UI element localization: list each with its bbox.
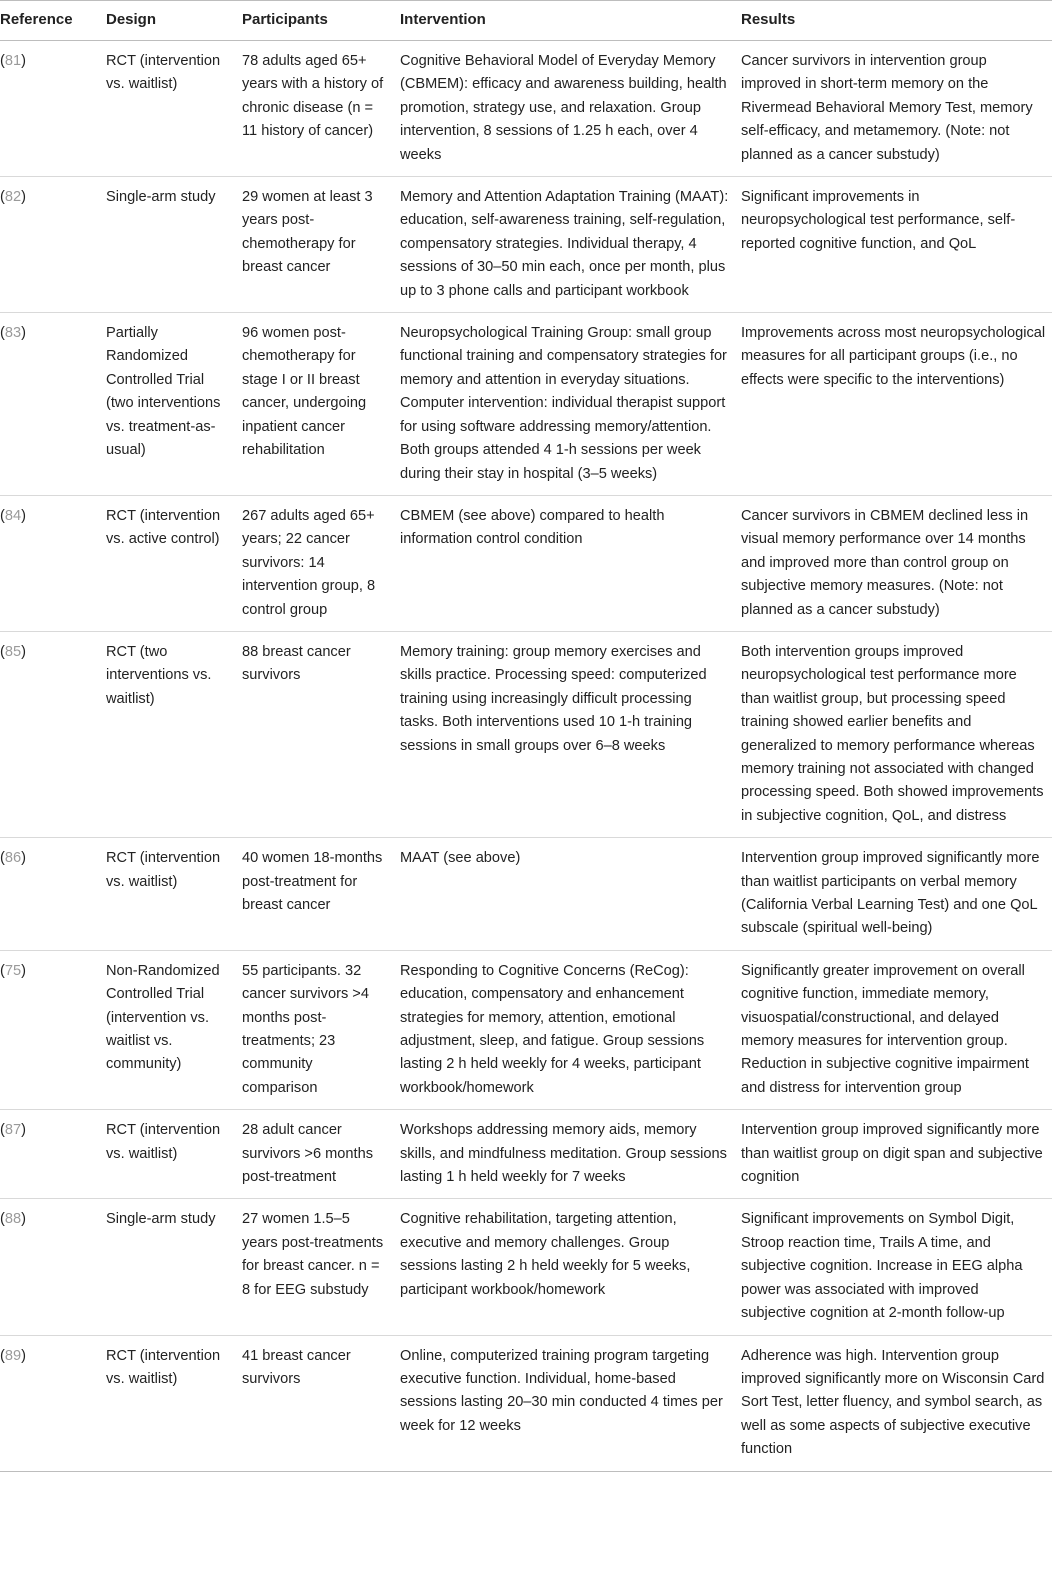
cell-participants: 40 women 18-months post-treatment for breast cancer (236, 838, 394, 951)
cell-intervention: Responding to Cognitive Concerns (ReCog): education, compensatory and enhancement strategies for memory, attention, emotional adjustment, sleep, and fatigue. Group sessions lasting 2 h held weekly for 4 weeks, participant workbook/homework (394, 950, 735, 1109)
cell-reference: (87) (0, 1110, 100, 1199)
table-row (0, 177, 1052, 313)
cell-participants: 29 women at least 3 years post-chemotherapy for breast cancer (236, 177, 394, 313)
cell-reference: (75) (0, 950, 100, 1109)
table-row (0, 1199, 1052, 1335)
header-intervention: Intervention (394, 1, 735, 41)
cell-design: Non-Randomized Controlled Trial (intervention vs. waitlist vs. community) (100, 950, 236, 1109)
reference-link[interactable]: 82 (4, 189, 22, 206)
cell-reference: (82) (0, 177, 100, 313)
reference-link[interactable]: 85 (4, 643, 22, 660)
cell-results: Significant improvements on Symbol Digit, Stroop reaction time, Trails A time, and subjective cognition. Increase in EEG alpha power was associated with improved subjective cognition at 2-month follow-up (735, 1199, 1052, 1335)
cell-participants: 267 adults aged 65+ years; 22 cancer survivors: 14 intervention group, 8 control group (236, 495, 394, 631)
cell-design: RCT (intervention vs. waitlist) (100, 41, 236, 177)
table-row (0, 313, 1052, 496)
cell-intervention: Workshops addressing memory aids, memory skills, and mindfulness meditation. Group sessions lasting 1 h held weekly for 7 weeks (394, 1110, 735, 1199)
reference-link[interactable]: 86 (4, 850, 22, 867)
table-body (0, 41, 1052, 1472)
cell-reference: (83) (0, 313, 100, 496)
cell-results: Cancer survivors in intervention group improved in short-term memory on the Rivermead Behavioral Memory Test, memory self-efficacy, and metamemory. (Note: not planned as a cancer substudy) (735, 41, 1052, 177)
cell-results: Significantly greater improvement on overall cognitive function, immediate memory, visuospatial/constructional, and delayed memory measures for intervention group. Reduction in subjective cognitive impairment and distress for intervention group (735, 950, 1052, 1109)
cell-design: RCT (intervention vs. waitlist) (100, 1110, 236, 1199)
cell-reference: (86) (0, 838, 100, 951)
cell-intervention: Online, computerized training program targeting executive function. Individual, home-based sessions lasting 20–30 min conducted 4 times per week for 12 weeks (394, 1335, 735, 1471)
cell-results: Both intervention groups improved neuropsychological test performance more than waitlist group, but processing speed training showed earlier benefits and generalized to memory performance whereas memory training not associated with changed processing speed. Both showed improvements in subjective cognition, QoL, and distress (735, 631, 1052, 837)
table-row (0, 950, 1052, 1109)
reference-link[interactable]: 81 (4, 53, 22, 69)
cell-reference: (81) (0, 41, 100, 177)
table-row (0, 41, 1052, 177)
cell-design: RCT (intervention vs. active control) (100, 495, 236, 631)
cell-participants: 55 participants. 32 cancer survivors >4 months post-treatments; 23 community comparison (236, 950, 394, 1109)
cell-design: Partially Randomized Controlled Trial (two interventions vs. treatment-as-usual) (100, 313, 236, 496)
table-row (0, 631, 1052, 837)
cell-intervention: Cognitive Behavioral Model of Everyday Memory (CBMEM): efficacy and awareness building, health promotion, strategy use, and relaxation. Group intervention, 8 sessions of 1.25 h each, over 4 weeks (394, 41, 735, 177)
cell-intervention: Neuropsychological Training Group: small group functional training and compensatory strategies for memory and attention in everyday situations. Computer intervention: individual therapist support for using software addressing memory/attention. Both groups attended 4 1-h sessions per week during their stay in hospital (3–5 weeks) (394, 313, 735, 496)
cell-reference: (84) (0, 495, 100, 631)
reference-link[interactable]: 87 (4, 1122, 22, 1139)
cell-participants: 41 breast cancer survivors (236, 1335, 394, 1471)
header-results: Results (735, 1, 1052, 41)
cell-design: Single-arm study (100, 1199, 236, 1335)
reference-link[interactable]: 84 (4, 507, 22, 524)
cell-results: Cancer survivors in CBMEM declined less in visual memory performance over 14 months and improved more than control group on subjective memory measures. (Note: not planned as a cancer substudy) (735, 495, 1052, 631)
header-reference: Reference (0, 1, 100, 41)
table-row (0, 838, 1052, 951)
reference-link[interactable]: 88 (4, 1211, 22, 1228)
cell-participants: 28 adult cancer survivors >6 months post-treatment (236, 1110, 394, 1199)
cell-participants: 96 women post-chemotherapy for stage I or II breast cancer, undergoing inpatient cancer rehabilitation (236, 313, 394, 496)
table-row (0, 1110, 1052, 1199)
reference-link[interactable]: 89 (4, 1347, 22, 1364)
cell-participants: 27 women 1.5–5 years post-treatments for breast cancer. n = 8 for EEG substudy (236, 1199, 394, 1335)
header-design: Design (100, 1, 236, 41)
reference-link[interactable]: 75 (4, 962, 22, 979)
cell-intervention: Memory and Attention Adaptation Training (MAAT): education, self-awareness training, self-regulation, compensatory strategies. Individual therapy, 4 sessions of 30–50 min each, once per month, plus up to 3 phone calls and participant workbook (394, 177, 735, 313)
cell-intervention: CBMEM (see above) compared to health information control condition (394, 495, 735, 631)
reference-link[interactable]: 83 (4, 325, 22, 342)
cell-results: Intervention group improved significantly more than waitlist participants on verbal memory (California Verbal Learning Test) and one QoL subscale (spiritual well-being) (735, 838, 1052, 951)
cell-reference: (88) (0, 1199, 100, 1335)
cell-design: RCT (two interventions vs. waitlist) (100, 631, 236, 837)
cell-reference: (89) (0, 1335, 100, 1471)
cell-participants: 88 breast cancer survivors (236, 631, 394, 837)
cell-design: RCT (intervention vs. waitlist) (100, 838, 236, 951)
cell-participants: 78 adults aged 65+ years with a history of chronic disease (n = 11 history of cancer) (236, 41, 394, 177)
cell-design: RCT (intervention vs. waitlist) (100, 1335, 236, 1471)
cell-results: Significant improvements in neuropsychological test performance, self-reported cognitive function, and QoL (735, 177, 1052, 313)
cell-results: Improvements across most neuropsychological measures for all participant groups (i.e., no effects were specific to the interventions) (735, 313, 1052, 496)
cell-design: Single-arm study (100, 177, 236, 313)
table-row (0, 1335, 1052, 1471)
header-row (0, 1, 1052, 41)
header-participants: Participants (236, 1, 394, 41)
cell-intervention: Cognitive rehabilitation, targeting attention, executive and memory challenges. Group sessions lasting 2 h held weekly for 5 weeks, participant workbook/homework (394, 1199, 735, 1335)
cell-results: Adherence was high. Intervention group improved significantly more on Wisconsin Card Sort Test, letter fluency, and symbol search, as well as some aspects of subjective executive function (735, 1335, 1052, 1471)
cell-intervention: MAAT (see above) (394, 838, 735, 951)
table-row (0, 495, 1052, 631)
cell-reference: (85) (0, 631, 100, 837)
cell-results: Intervention group improved significantly more than waitlist group on digit span and subjective cognition (735, 1110, 1052, 1199)
cell-intervention: Memory training: group memory exercises and skills practice. Processing speed: computerized training using increasingly difficult processing tasks. Both interventions used 10 1-h training sessions in small groups over 6–8 weeks (394, 631, 735, 837)
table-header (0, 1, 1052, 41)
